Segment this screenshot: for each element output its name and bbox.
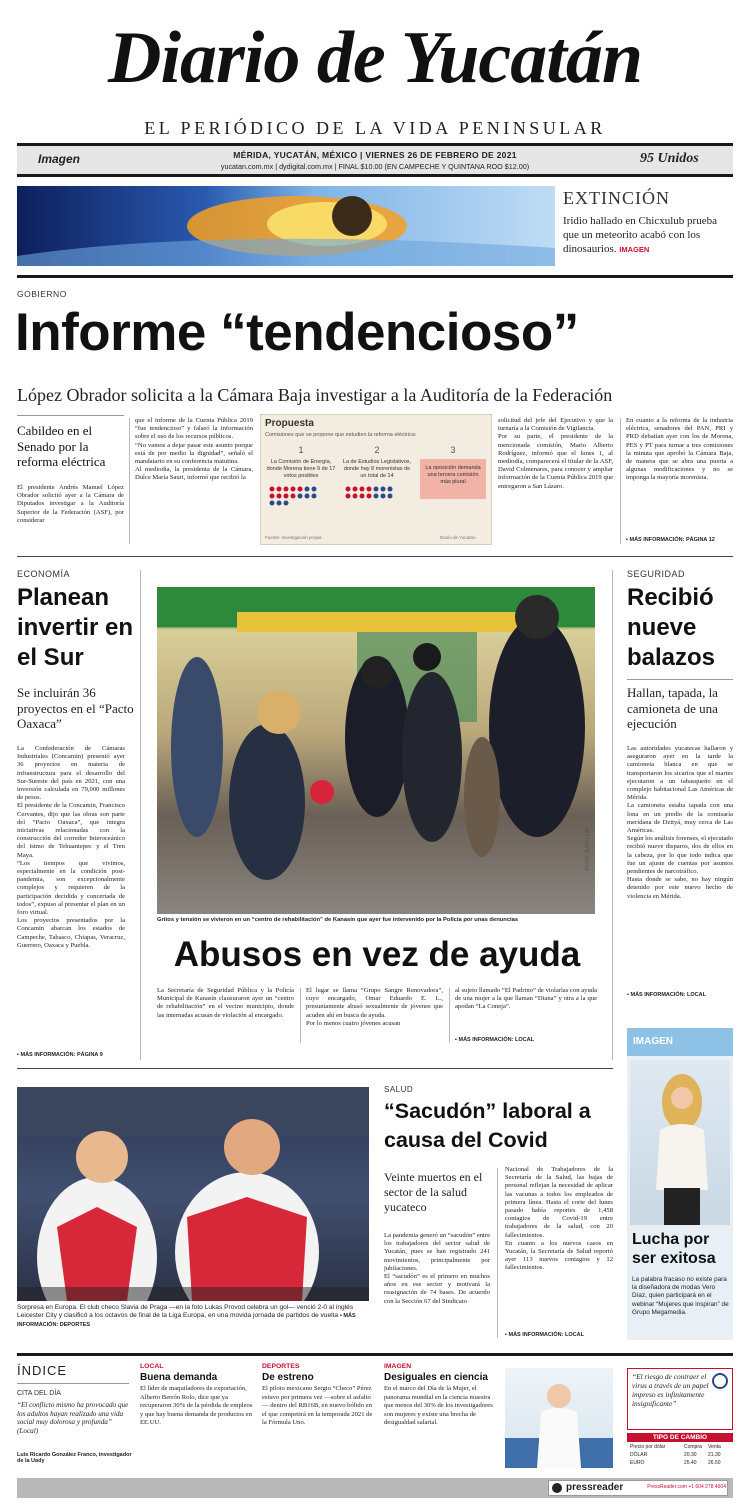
section-rule [17,275,733,278]
box-1-number: 1 [298,445,304,455]
masthead-title: Diario de Yucatán [108,17,642,99]
fx-header-row [630,1444,732,1450]
players-celebration [17,1087,369,1301]
box-3-number: 3 [450,445,456,455]
index-imagen-section: IMAGEN [384,1363,412,1370]
index-imagen-head: Desiguales en ciencia [384,1372,488,1383]
center-more-text: MÁS INFORMACIÓN: LOCAL [458,1037,534,1043]
sports-caption [17,1304,369,1329]
promo-text[interactable] [563,214,733,257]
economy-body: La Confederación de Cámaras Industriales (Concamin) presentó ayer 36 proyectos en materia de infraestructura para el desarrollo del Sur-Sureste del país en 2021, con una inversión calculada en 79,000 millones de pesos. El presidente de la Concamin, Francisco Cervantes, dijo que las obras son parte del “Pacto Oaxaca”, que integra iniciativas relacionadas con la construcción del corredor Interoceánico del istmo de Tehuantepec y el Tren Maya. “Los tiempos que vivimos, especialmente en la condición post-pandemia, son excepcionalmente complejos y requieren de la participación decidida y concertada de todos”, expuso al presentar el plan en un foro virtual. Los proyectos presentados por la Concamin abarcan los estados de Campeche, Tabasco, Chiapas, Veracruz, Guerrero, Oaxaca y Puebla. [17,745,125,949]
index-deportes-section: DEPORTES [262,1363,300,1370]
index-item-imagen[interactable] [384,1363,494,1428]
photo-credit: FOTO: JUAN LIUH [585,827,591,870]
health-more-text: MÁS INFORMACIÓN: LOCAL [508,1332,584,1338]
health-col1: La pandemia generó un “sacudón” entre los trabajadores del sector salud de Yucatán, pues se han registrado 241 movimientos, principalmente por jubilaciones. El “sacudón” es el primero en muchos años en ese sector y motivará la reasignación de 74 bases. De acuerdo con la Sección 67 del Sindicato [384,1232,490,1305]
designer-figure [630,1060,730,1225]
box-1-vote-dots [266,484,336,510]
index-item-local[interactable] [140,1363,255,1428]
infographic-source: Fuente: Investigación propia [265,535,322,540]
designer-photo[interactable] [630,1060,730,1225]
security-rule [627,679,733,680]
fx-row-dollar [630,1452,732,1458]
security-headline[interactable]: Recibió nueve balazos [627,584,716,671]
infographic-box-2 [342,445,412,530]
fx-row-euro [630,1460,732,1466]
box-3-text: La oposición demanda una tercera comisión más plural [420,459,486,499]
health-col2: Nacional de Trabajadores de la Secretaría de la Salud, las bajas de personal reflejan la necesidad de aplicar las vacunas a todos los empleados de primera línea. Hasta el corte del lunes pasado había reportes de 1,458 contagios de Covid-19 entre trabajadores de la salud, con 20 fallecimientos. En cuanto a los nuevos casos en Yucatán, la Secretaría de Salud reportó ayer 113 nuevos contagios y 12 fallecimientos. [505,1166,613,1272]
fx-currency: DÓLAR [630,1452,648,1458]
info-line-date: MÉRIDA, YUCATÁN, MÉXICO | VIERNES 26 DE FEBRERO DE 2021 [233,150,517,160]
security-body: Las autoridades yucatecas hallaron y aseguraron ayer en la tarde la camioneta blanca en que se transportaron los sicarios que el martes ejecutaron a un tabasqueño en el complejo habitacional Las Américas de Mérida. La camioneta estaba tapada con una lona en un predio de la comisaría meridana de Dzityá, muy cerca de Las Américas. Según los análisis forenses, el ejecutado recibió nueve disparos, dos de ellos en la cabeza, por lo que todo indica que fue un ajuste de cuentas por asuntos pendientes de narcotráfico. Hasta donde se sabe, no hay ningún detenido por este nuevo hecho de violencia en Mérida. [627,745,733,900]
globe-icon [712,1373,728,1389]
economy-deck: Se incluirán 36 proyectos en el “Pacto Oaxaca” [17,685,134,731]
pressreader-sub: PressReader.com +1 604 278 4604 [647,1484,726,1490]
sports-more-link[interactable]: ▪ MÁS INFORMACIÓN: DEPORTES [17,1313,356,1328]
pressreader-icon [552,1483,562,1493]
fx-sell: 21.30 [708,1452,721,1458]
index-deportes-head: De estreno [262,1372,314,1383]
index-item-deportes[interactable] [262,1363,377,1428]
promo-body: Iridio hallado en Chicxulub prueba que un meteorito acabó con los dinosaurios. [563,215,717,255]
box-2-number: 2 [374,445,380,455]
divider [300,988,301,1043]
divider [612,570,613,1060]
imagen-body: La palabra fracaso no existe para la diseñadora de modas Vero Díaz, quien participará en el webinar “Mujeres que inspiran” de Grupo Megamedia. [632,1276,729,1316]
index-rule [17,1383,129,1384]
economy-headline[interactable]: Planean invertir en el Sur [17,584,134,671]
center-col3: al sujeto llamado “El Padrino” de violarlas con ayuda de una mujer a la que llaman “Diana” y otra a la que apodan “La Coneja”. [455,987,597,1011]
fx-buy: 20.30 [684,1452,697,1458]
center-headline[interactable]: Abusos en vez de ayuda [173,935,581,974]
fx-header-label: Precio por dólar [630,1444,666,1450]
fx-currency: EURO [630,1460,645,1466]
divider [129,418,130,544]
fx-title: TIPO DE CAMBIO [627,1433,733,1442]
promo-kicker: EXTINCIÓN [563,188,670,208]
divider [620,418,621,544]
meteorite-illustration [17,186,555,266]
raid-caption: Gritos y tensión se vivieron en un “centro de rehabilitación” de Kanasín que ayer fue intervenido por la Policía por unas denuncias [157,917,519,923]
box-1-text: La Comisión de Energía, donde Morena tiene 9 de 17 votos posibles [266,459,336,479]
center-more-link[interactable]: ▪ MÁS INFORMACIÓN: LOCAL [455,1037,534,1043]
lead-col1: El presidente Andrés Manuel López Obrador solicitó ayer a la Cámara de Diputados investigar a la Auditoría Superior de la Federación (ASF), por considerar [17,484,124,524]
security-more-text: MÁS INFORMACIÓN: LOCAL [630,992,706,998]
lead-more-text: MÁS INFORMACIÓN: PÁGINA 12 [629,537,715,543]
middle-bottom-rule [17,1068,613,1069]
lead-col2: que el informe de la Cuenta Pública 2019 “fue tendencioso” y falseó la información sobre el uso de los recursos públicos. “No vamos a dejar pasar este asunto porque está de por medio la dignidad”, señaló el mandatario en su conferencia matutina. Al mediodía, la presidenta de la Cámara, Dulce María Sauri, informó que recibió la [135,417,253,482]
lead-col4: En cuanto a la reforma de la industria eléctrica, senadores del PAN, PRI y PRD debatían ayer con los de Morena, PES y PT para turnar a tres comisiones la minuta que aprobó la Cámara Baja, de manera que se abra una puerta a algunas modificaciones y no se imponga la mayoría morenista. [626,417,733,482]
lead-rule [17,415,124,416]
scientist-photo[interactable] [505,1368,613,1468]
lead-side-head[interactable]: Cabildeo en el Senado por la reforma eléctrica [17,423,106,469]
index-local-body: El líder de maquiladores de exportación, Alberto Berrón Rolo, dice que ya recuperaron 30% de la pérdida de empleos y que hay buena demanda de productos en EE.UU. [140,1385,253,1427]
center-col2: El lugar se llama “Grupo Sangre Renovadora”, cuyo encargado, Omar Eduardo E. L., presuntamente abusó sexualmente de jóvenes que acuden ahí en busca de ayuda. Por lo menos cuatro jóvenes acusan [306,987,443,1027]
lead-bottom-rule [17,556,733,557]
health-more-link[interactable]: ▪ MÁS INFORMACIÓN: LOCAL [505,1332,584,1338]
info-logo-imagen: Imagen [38,152,81,166]
fx-table [630,1444,732,1466]
security-more-link[interactable]: ▪ MÁS INFORMACIÓN: LOCAL [627,992,706,998]
lead-col3: solicitud del jefe del Ejecutivo y que la turnaría a la Comisión de Vigilancia. Por su parte, el presidente de la mencionada comisión, Mario Alberto Rodríguez, informó que el lunes 1, al mediodía, comparecerá el titular de la ASF, David Colmenares, para conocer y ampliar información de la Cuenta Pública 2019 que entregaron a San Lázaro. [498,417,613,490]
divider [140,570,141,1060]
slavia-photo[interactable] [17,1087,369,1301]
anniversary-logo: 95 Unidos [640,151,699,166]
fx-header-buy: Compra [684,1444,702,1450]
quote-body: “El conflicto mismo ha provocado que los adultos hayan realizado una vida social muy dolorosa y profunda” [17,1401,129,1427]
lead-deck: López Obrador solicita a la Cámara Baja investigar a la Auditoría de la Federación [17,385,613,405]
infographic-credit: Diario de Yucatán [440,535,476,540]
fx-header-sell: Venta [708,1444,721,1450]
divider [449,988,450,1043]
raid-scene [157,587,595,914]
infographic-box-1 [266,445,336,530]
imagen-label: IMAGEN [627,1028,733,1056]
box-2-vote-dots [342,484,412,510]
divider [497,1168,498,1338]
infographic-subtitle: Comisiones que se propone que estudien la reforma eléctrica: [265,432,417,438]
scientist-figure [505,1368,613,1468]
index-local-head: Buena demanda [140,1372,218,1383]
infographic-title: Propuesta [265,418,314,429]
economy-more-link[interactable]: ▪ MÁS INFORMACIÓN: PÁGINA 9 [17,1052,103,1058]
pressreader-logo: pressreader [566,1482,624,1493]
index-top-rule [17,1353,733,1356]
quote-label: CITA DEL DÍA [17,1390,61,1397]
security-kicker: SEGURIDAD [627,569,686,579]
health-deck: Veinte muertos en el sector de la salud yucateco [384,1170,483,1214]
economy-more-text: MÁS INFORMACIÓN: PÁGINA 9 [20,1052,103,1058]
lead-more-link[interactable]: ▪ MÁS INFORMACIÓN: PÁGINA 12 [626,537,715,543]
center-col1: La Secretaría de Seguridad Pública y la Policía Municipal de Kanasín clausuraron ayer un “centro de rehabilitación” en el vecino municipio, donde las internadas acusan de violación al encargado. [157,987,294,1019]
sports-more-text: MÁS INFORMACIÓN: DEPORTES [17,1313,356,1328]
fx-buy: 25.40 [684,1460,697,1466]
health-headline[interactable]: “Sacudón” laboral a causa del Covid [384,1099,591,1152]
masthead-tagline: EL PERIÓDICO DE LA VIDA PENINSULAR [144,118,606,138]
imagen-headline[interactable]: Lucha por ser exitosa [632,1231,716,1267]
index-deportes-body: El piloto mexicano Sergio “Checo” Pérez estuvo por primera vez —sobre el asfalto— dentro del RB16B, en nuevo bólido en el que competirá en la temporada 2021 de la Fórmula Uno. [262,1385,373,1427]
lead-kicker: GOBIERNO [17,289,67,299]
index-imagen-body: En el marco del Día de la Mujer, el panorama mundial en la ciencia muestra que menos del 30% de los investigadores son mujeres y existe una brecha de desigualdad salarial. [384,1385,493,1427]
police-raid-photo[interactable] [157,587,595,914]
quote-author: Luis Ricardo González Franco, investigador de la Uady [17,1452,132,1464]
security-deck: Hallan, tapada, la camioneta de una ejecución [627,685,718,731]
quote-text [17,1401,132,1435]
economy-kicker: ECONOMÍA [17,569,71,579]
fx-sell: 26.50 [708,1460,721,1466]
meteorite-image[interactable] [17,186,555,266]
box-2-text: La de Estudios Legislativos, donde hay 8 morenistas de un total de 14 [342,459,412,479]
index-title: ÍNDICE [17,1363,68,1378]
lead-headline[interactable]: Informe “tendencioso” [15,303,579,362]
info-bar [17,143,733,177]
weather-quote: “El riesgo de contraer el virus a través de un papel impreso es infinitamente insignificante” [632,1372,709,1408]
info-line-web: yucatan.com.mx | dydigital.com.mx | FINAL $10.00 (EN CAMPECHE Y QUINTANA ROO $12.00) [220,162,530,171]
promo-tag: IMAGEN [619,245,650,254]
quote-source: (Local) [17,1426,39,1435]
index-local-section: LOCAL [140,1363,164,1370]
infographic-box-3 [418,445,488,530]
sports-caption-text: Sorpresa en Europa. El club checo Slavia de Praga —en la foto Lukas Provod celebra un gol— venció 2-0 al inglés Leicester City y clasificó a los octavos de final de la Liga Europa, en una movida jornada de partidos de vuelta [17,1304,354,1320]
health-kicker: SALUD [384,1085,414,1094]
